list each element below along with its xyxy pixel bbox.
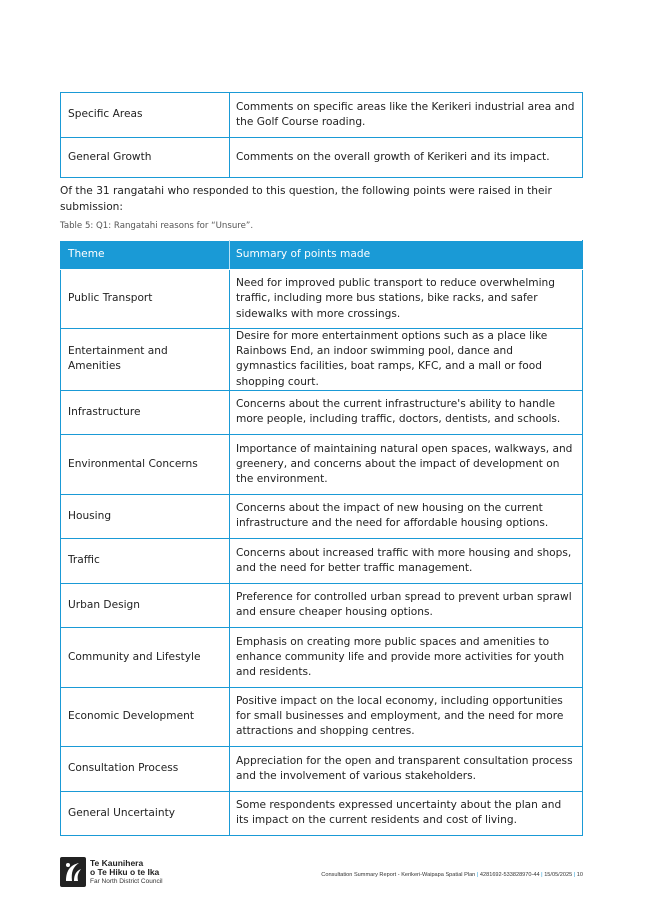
footer-separator: | [476, 872, 479, 878]
doc-date: 15/05/2025 [544, 872, 573, 878]
header-summary: Summary of points made [230, 241, 583, 270]
council-name [90, 859, 163, 886]
summary-cell: Concerns about the impact of new housing on the current infrastructure and the need for affordable housing options. [230, 494, 583, 538]
logo-line2: o Te Hiku o te Ika [90, 866, 160, 877]
footer-separator: | [573, 872, 576, 878]
table-row [61, 494, 583, 538]
report-title: Consultation Summary Report - Kerikeri-Waipapa Spatial Plan [321, 872, 476, 878]
table-caption: Table 5: Q1: Rangatahi reasons for “Unsure”. [60, 221, 254, 231]
intro-paragraph: Of the 31 rangatahi who responded to this question, the following points were raised in their submission: [60, 185, 552, 213]
table-header-row [61, 241, 583, 270]
table-row [61, 138, 583, 178]
page-number: 10 [576, 872, 583, 878]
theme-cell: Economic Development [61, 687, 230, 746]
table-row [61, 270, 583, 329]
logo-line3: Far North District Council [90, 877, 163, 885]
theme-cell: Infrastructure [61, 390, 230, 434]
top-table [60, 92, 583, 178]
summary-cell: Comments on specific areas like the Kerikeri industrial area and the Golf Course roading. [230, 93, 583, 138]
table-row [61, 390, 583, 434]
summary-cell: Concerns about the current infrastructure's ability to handle more people, including traffic, doctors, dentists, and schools. [230, 390, 583, 434]
theme-cell: Community and Lifestyle [61, 627, 230, 687]
table-row [61, 791, 583, 835]
footer-separator: | [541, 872, 543, 878]
summary-cell: Need for improved public transport to reduce overwhelming traffic, including more bus stations, bike racks, and safer sidewalks with more crossings. [230, 270, 583, 329]
table-row [61, 538, 583, 583]
table-row [61, 687, 583, 746]
theme-cell: General Uncertainty [61, 791, 230, 835]
summary-cell: Preference for controlled urban spread to prevent urban sprawl and ensure cheaper housing options. [230, 583, 583, 627]
summary-cell: Emphasis on creating more public spaces and amenities to enhance community life and provide more activities for youth and residents. [230, 627, 583, 687]
table-row [61, 93, 583, 138]
doc-id: 4281692-533828970-44 [479, 872, 540, 878]
theme-cell: General Growth [61, 138, 230, 178]
council-logo [60, 856, 163, 888]
summary-cell: Importance of maintaining natural open spaces, walkways, and greenery, and concerns about the impact of development on the environment. [230, 434, 583, 494]
theme-cell: Specific Areas [61, 93, 230, 138]
theme-cell: Consultation Process [61, 746, 230, 791]
table-row [61, 434, 583, 494]
summary-cell: Some respondents expressed uncertainty about the plan and its impact on the current residents and cost of living. [230, 791, 583, 835]
themes-table [60, 240, 583, 836]
summary-cell: Desire for more entertainment options such as a place like Rainbows End, an indoor swimming pool, dance and gymnastics facilities, boat ramps, KFC, and a mall or food shopping court. [230, 329, 583, 391]
theme-cell: Public Transport [61, 270, 230, 329]
table-row [61, 627, 583, 687]
table-row [61, 746, 583, 791]
summary-cell: Positive impact on the local economy, including opportunities for small businesses and employment, and the need for more attractions and shopping centres. [230, 687, 583, 746]
table-row [61, 583, 583, 627]
page-footer [321, 872, 583, 878]
summary-cell: Appreciation for the open and transparent consultation process and the involvement of various stakeholders. [230, 746, 583, 791]
logo-line1: Te Kaunihera [90, 857, 144, 868]
theme-cell: Traffic [61, 538, 230, 583]
council-emblem-icon [60, 857, 86, 887]
summary-cell: Comments on the overall growth of Kerikeri and its impact. [230, 138, 583, 178]
table-row [61, 329, 583, 391]
theme-cell: Entertainment and Amenities [61, 329, 230, 391]
theme-cell: Urban Design [61, 583, 230, 627]
header-theme: Theme [61, 241, 230, 270]
theme-cell: Housing [61, 494, 230, 538]
theme-cell: Environmental Concerns [61, 434, 230, 494]
summary-cell: Concerns about increased traffic with more housing and shops, and the need for better traffic management. [230, 538, 583, 583]
